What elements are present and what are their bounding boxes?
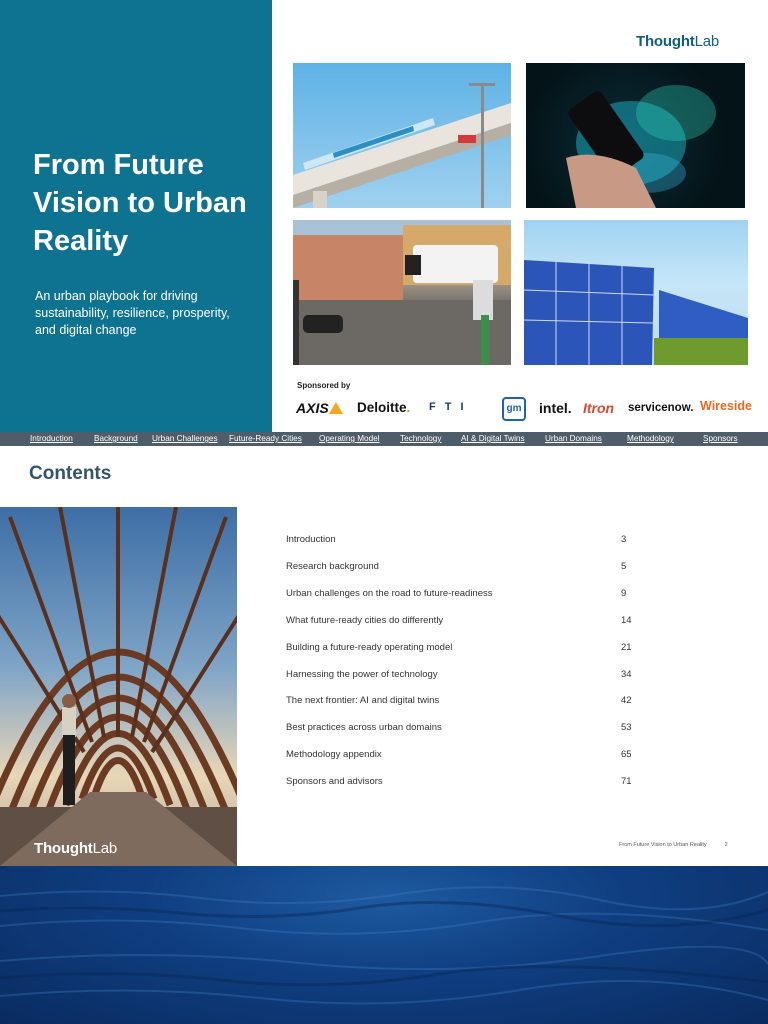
nav-introduction[interactable]: Introduction — [30, 434, 73, 443]
nav-ai-digital-twins[interactable]: AI & Digital Twins — [461, 434, 525, 443]
brand-light: Lab — [694, 33, 720, 50]
toc-entry-future-ready-cities[interactable] — [286, 615, 636, 629]
toc-page: 71 — [621, 776, 632, 787]
toc-page: 21 — [621, 642, 632, 653]
toc-label: Sponsors and advisors — [286, 776, 383, 787]
nav-technology[interactable]: Technology — [400, 434, 442, 443]
cover-title-panel — [0, 0, 272, 432]
toc-page: 34 — [621, 669, 632, 680]
toc-page: 42 — [621, 695, 632, 706]
toc-entry-introduction[interactable] — [286, 534, 636, 548]
cover-page — [0, 0, 768, 432]
toc-page: 53 — [621, 722, 632, 733]
toc-entry-urban-domains[interactable] — [286, 722, 636, 736]
toc-page: 3 — [621, 534, 627, 545]
toc-page: 14 — [621, 615, 632, 626]
nav-operating-model[interactable]: Operating Model — [319, 434, 380, 443]
toc-label: Introduction — [286, 534, 336, 545]
section-nav-bar — [0, 432, 768, 446]
footer-title: From Future Vision to Urban Reality — [619, 842, 707, 848]
nav-urban-challenges[interactable]: Urban Challenges — [152, 434, 218, 443]
toc-page: 65 — [621, 749, 632, 760]
smartphone-photo — [526, 63, 745, 208]
nav-future-ready-cities[interactable]: Future-Ready Cities — [229, 434, 302, 443]
toc-entry-methodology[interactable] — [286, 749, 636, 763]
solar-panels-photo — [524, 220, 748, 365]
toc-label: Methodology appendix — [286, 749, 382, 760]
arch-walkway-photo — [0, 507, 237, 866]
sponsored-by-label: Sponsored by — [297, 381, 351, 390]
toc-entry-urban-challenges[interactable] — [286, 588, 636, 602]
footer-page-number: 2 — [724, 842, 728, 848]
intel-logo: intel. — [539, 400, 572, 416]
toc-label: Building a future-ready operating model — [286, 642, 453, 653]
toc-label: What future-ready cities do differently — [286, 615, 444, 626]
servicenow-logo: servicenow. — [628, 402, 694, 414]
ocean-background — [0, 866, 768, 1024]
toc-entry-operating-model[interactable] — [286, 642, 636, 656]
toc-entry-research-background[interactable] — [286, 561, 636, 575]
nav-sponsors[interactable]: Sponsors — [703, 434, 738, 443]
page-footer — [619, 842, 728, 848]
wireside-logo: Wireside — [700, 399, 752, 413]
train-bridge-photo — [293, 63, 511, 208]
nav-urban-domains[interactable]: Urban Domains — [545, 434, 602, 443]
nav-background[interactable]: Background — [94, 434, 138, 443]
axis-logo: AXIS — [296, 400, 343, 416]
fti-logo: F T I — [429, 401, 467, 413]
toc-label: Harnessing the power of technology — [286, 669, 438, 680]
cover-title: From Future Vision to Urban Reality — [33, 149, 247, 257]
thoughtlab-logo-contents: ThoughtLab — [34, 840, 118, 857]
itron-logo: Itron — [583, 400, 615, 416]
gm-logo: gm — [502, 397, 526, 421]
brand-bold: Thought — [636, 33, 695, 50]
nav-methodology[interactable]: Methodology — [627, 434, 674, 443]
toc-label: The next frontier: AI and digital twins — [286, 695, 440, 706]
toc-page: 5 — [621, 561, 627, 572]
sponsor-logos — [296, 396, 752, 422]
contents-page — [0, 446, 768, 866]
toc-label: Urban challenges on the road to future-readiness — [286, 588, 493, 599]
toc-entry-sponsors[interactable] — [286, 776, 636, 790]
contents-heading: Contents — [29, 463, 112, 484]
toc-page: 9 — [621, 588, 627, 599]
toc-label: Best practices across urban domains — [286, 722, 442, 733]
security-camera-photo — [293, 220, 511, 365]
thoughtlab-logo — [636, 33, 719, 50]
toc-entry-ai-digital-twins[interactable] — [286, 695, 636, 709]
toc-entry-technology[interactable] — [286, 669, 636, 683]
toc-label: Research background — [286, 561, 379, 572]
cover-subtitle: An urban playbook for driving sustainability, resilience, prosperity, and digital change — [35, 289, 230, 337]
deloitte-logo: Deloitte. — [357, 400, 411, 415]
